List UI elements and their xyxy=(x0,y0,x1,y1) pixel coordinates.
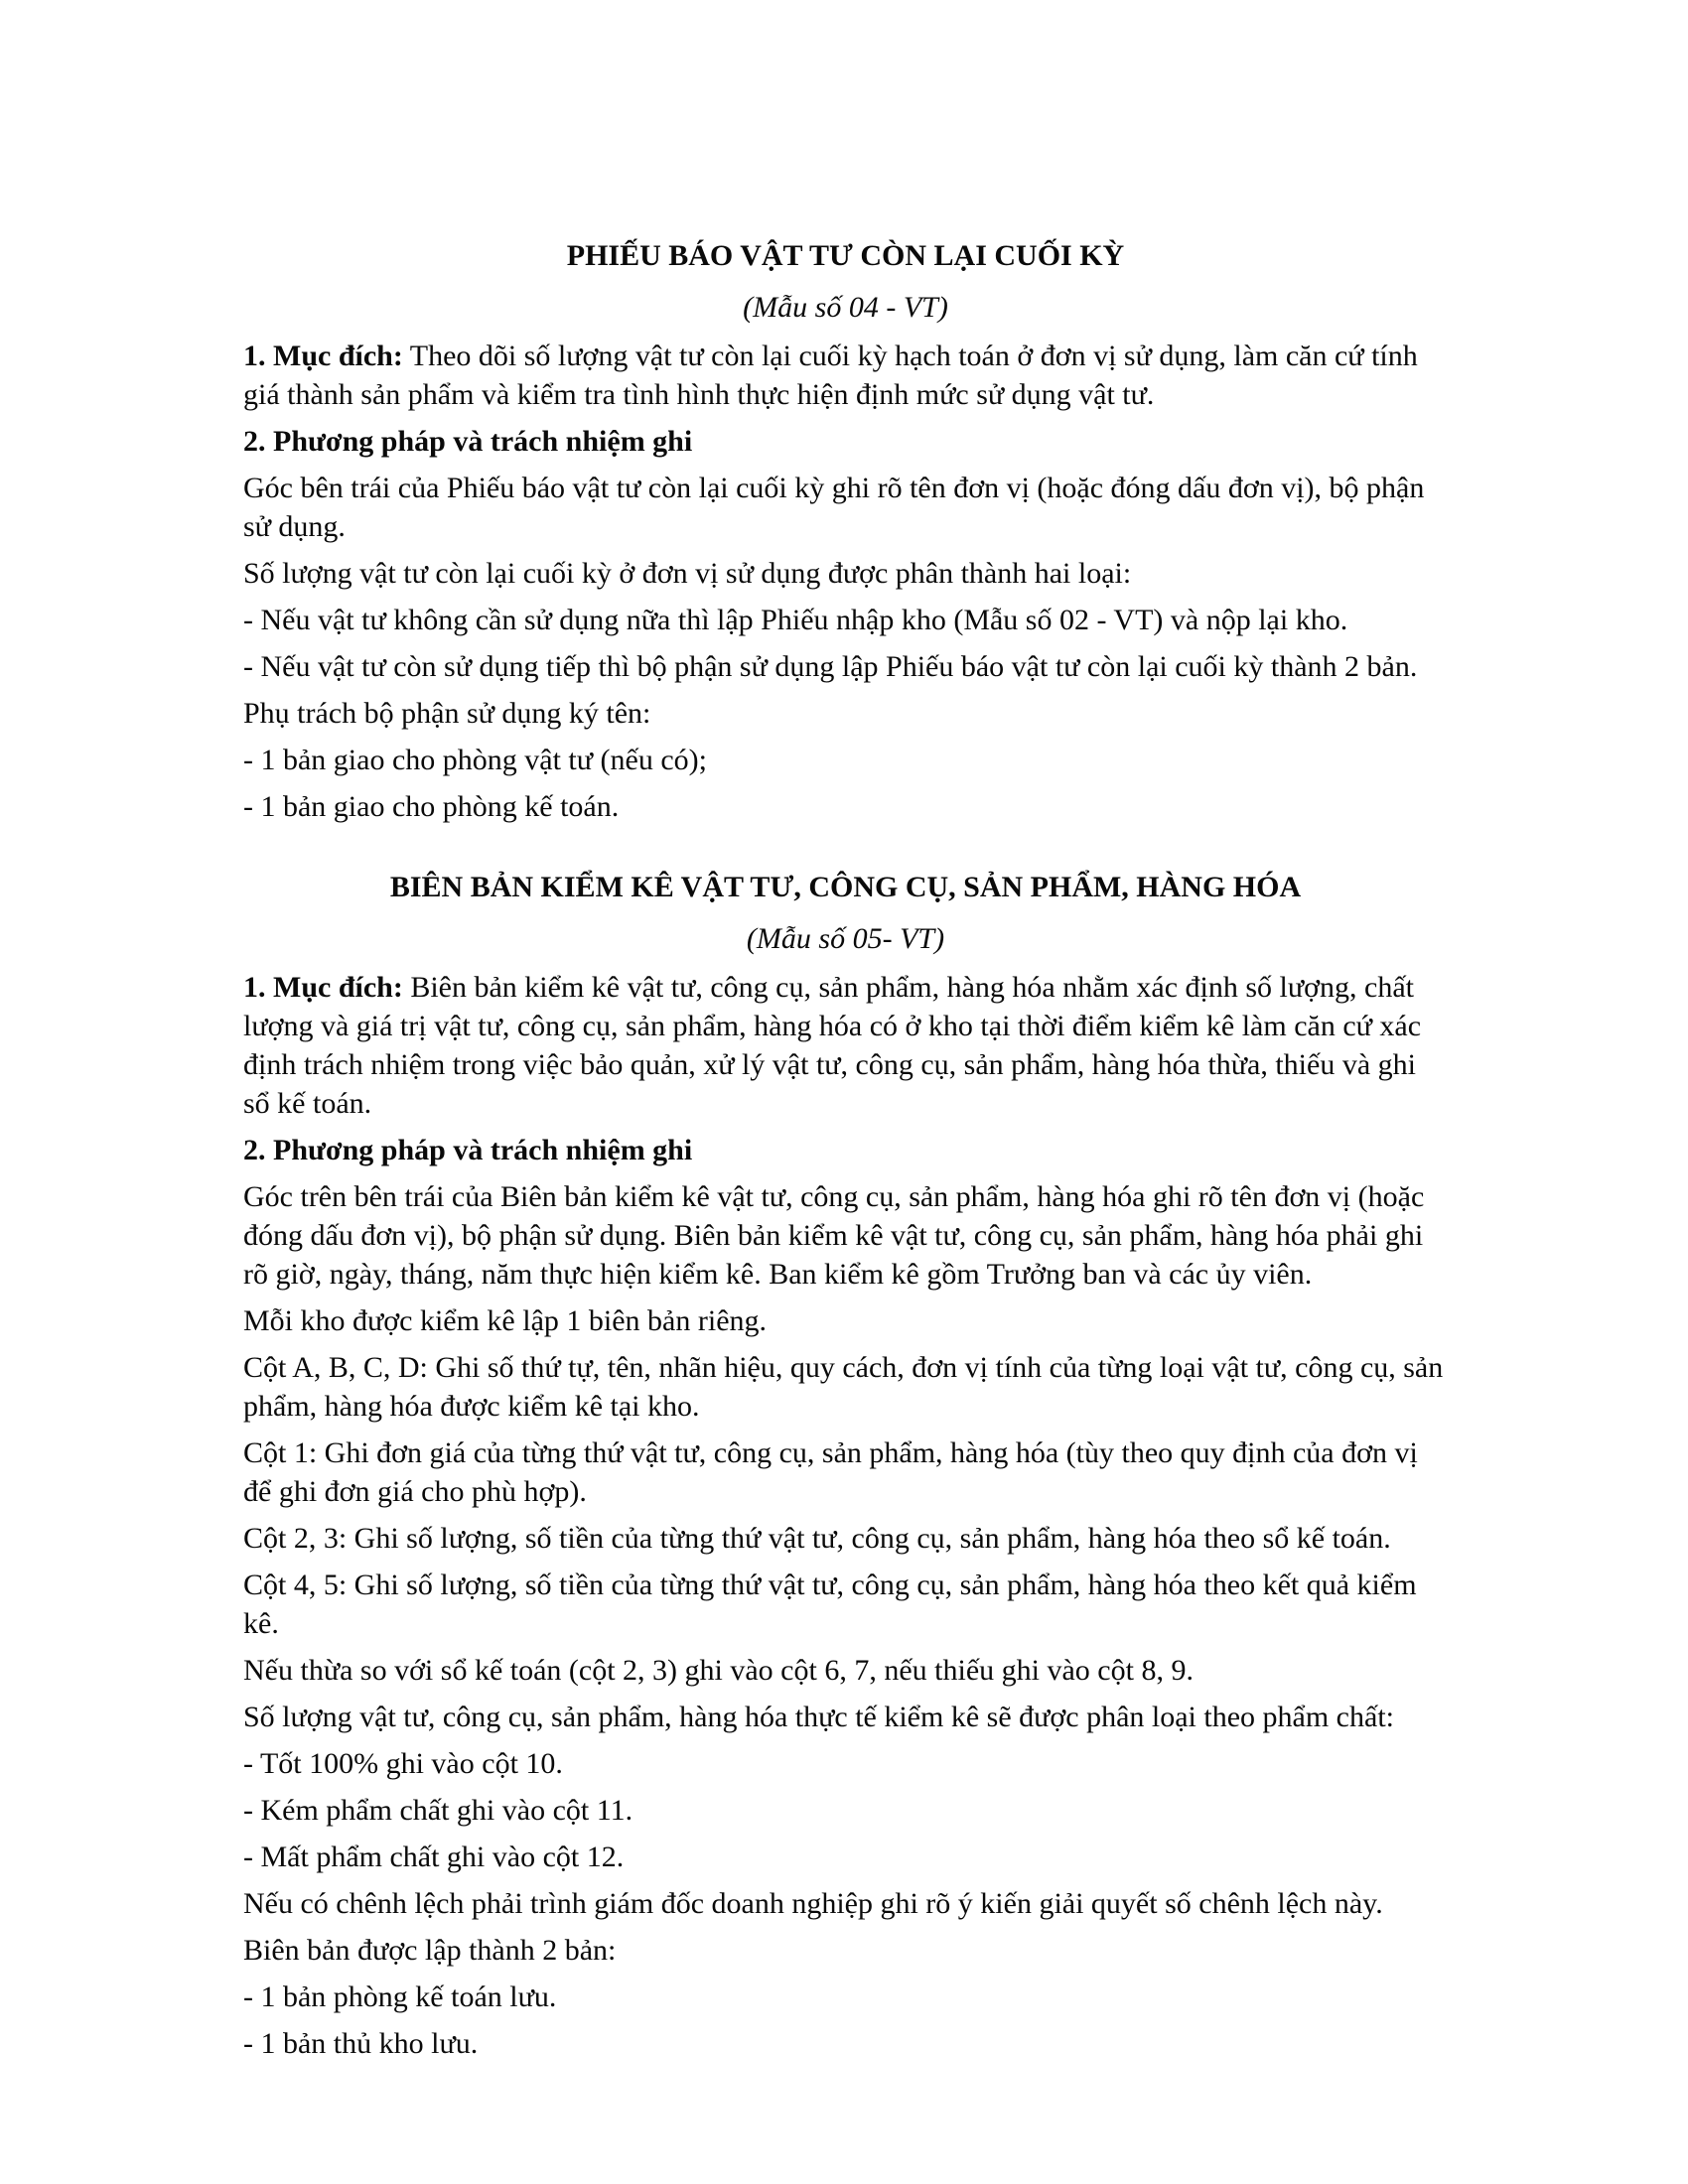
paragraph-text: Theo dõi số lượng vật tư còn lại cuối kỳ hạch toán ở đơn vị sử dụng, làm căn cứ tính giá thành sản phẩm và kiểm tra tình hình thực hiện định mức sử dụng vật tư. xyxy=(243,340,1418,411)
paragraph: - Nếu vật tư không cần sử dụng nữa thì lập Phiếu nhập kho (Mẫu số 02 - VT) và nộp lại kho. xyxy=(243,604,1348,636)
section-heading: 2. Phương pháp và trách nhiệm ghi xyxy=(243,425,693,458)
section-inventory-check-record xyxy=(243,868,1448,2063)
paragraph: Số lượng vật tư còn lại cuối kỳ ở đơn vị sử dụng được phân thành hai loại: xyxy=(243,557,1132,590)
paragraph: Biên bản được lập thành 2 bản: xyxy=(243,1934,617,1967)
section-title: BIÊN BẢN KIỂM KÊ VẬT TƯ, CÔNG CỤ, SẢN PHẨM, HÀNG HÓA xyxy=(389,871,1302,903)
paragraph: Mỗi kho được kiểm kê lập 1 biên bản riêng. xyxy=(243,1304,768,1337)
paragraph: - Nếu vật tư còn sử dụng tiếp thì bộ phận sử dụng lập Phiếu báo vật tư còn lại cuối kỳ thành 2 bản. xyxy=(243,650,1418,683)
paragraph: - 1 bản giao cho phòng kế toán. xyxy=(243,790,620,823)
section-subtitle: (Mẫu số 05- VT) xyxy=(746,922,945,955)
paragraph: - Tốt 100% ghi vào cột 10. xyxy=(243,1747,563,1780)
section-subtitle: (Mẫu số 04 - VT) xyxy=(743,291,948,324)
paragraph: Số lượng vật tư, công cụ, sản phẩm, hàng hóa thực tế kiểm kê sẽ được phân loại theo phẩm chất: xyxy=(243,1701,1394,1733)
paragraph-text: Biên bản kiểm kê vật tư, công cụ, sản phẩm, hàng hóa nhằm xác định số lượng, chất lượng và giá trị vật tư, công cụ, sản phẩm, hàng hóa có ở kho tại thời điểm kiểm kê làm căn cứ xác định trách nhiệm trong việc bảo quản, xử lý vật tư, công cụ, sản phẩm, hàng hóa thừa, thiếu và ghi sổ kế toán. xyxy=(243,971,1422,1120)
section-title: PHIẾU BÁO VẬT TƯ CÒN LẠI CUỐI KỲ xyxy=(566,239,1125,272)
paragraph: - Kém phẩm chất ghi vào cột 11. xyxy=(243,1794,633,1827)
section-heading: 2. Phương pháp và trách nhiệm ghi xyxy=(243,1134,693,1166)
paragraph: Nếu thừa so với sổ kế toán (cột 2, 3) ghi vào cột 6, 7, nếu thiếu ghi vào cột 8, 9. xyxy=(243,1654,1194,1687)
paragraph: Phụ trách bộ phận sử dụng ký tên: xyxy=(243,697,651,730)
paragraph-lead-label: 1. Mục đích: xyxy=(243,340,403,372)
paragraph: - 1 bản phòng kế toán lưu. xyxy=(243,1980,557,2013)
paragraph: - Mất phẩm chất ghi vào cột 12. xyxy=(243,1841,625,1873)
paragraph: - 1 bản giao cho phòng vật tư (nếu có); xyxy=(243,744,707,776)
paragraph: Cột A, B, C, D: Ghi số thứ tự, tên, nhãn hiệu, quy cách, đơn vị tính của từng loại vật tư, công cụ, sản phẩm, hàng hóa được kiểm kê tại kho. xyxy=(243,1351,1444,1423)
paragraph: Nếu có chênh lệch phải trình giám đốc doanh nghiệp ghi rõ ý kiến giải quyết số chênh lệch này. xyxy=(243,1887,1383,1920)
paragraph: Góc bên trái của Phiếu báo vật tư còn lại cuối kỳ ghi rõ tên đơn vị (hoặc đóng dấu đơn vị), bộ phận sử dụng. xyxy=(243,472,1425,543)
paragraph: Cột 2, 3: Ghi số lượng, số tiền của từng thứ vật tư, công cụ, sản phẩm, hàng hóa theo sổ kế toán. xyxy=(243,1522,1391,1555)
section-materials-remaining-report xyxy=(243,236,1448,826)
paragraph xyxy=(243,968,1448,1123)
paragraph xyxy=(243,337,1448,414)
paragraph-lead-label: 1. Mục đích: xyxy=(243,971,403,1004)
paragraph: Cột 4, 5: Ghi số lượng, số tiền của từng thứ vật tư, công cụ, sản phẩm, hàng hóa theo kết quả kiểm kê. xyxy=(243,1569,1417,1640)
paragraph: Cột 1: Ghi đơn giá của từng thứ vật tư, công cụ, sản phẩm, hàng hóa (tùy theo quy định của đơn vị để ghi đơn giá cho phù hợp). xyxy=(243,1436,1418,1508)
paragraph: - 1 bản thủ kho lưu. xyxy=(243,2027,479,2060)
paragraph: Góc trên bên trái của Biên bản kiểm kê vật tư, công cụ, sản phẩm, hàng hóa ghi rõ tên đơn vị (hoặc đóng dấu đơn vị), bộ phận sử dụng. Biên bản kiểm kê vật tư, công cụ, sản phẩm, hàng hóa phải ghi rõ giờ, ngày, tháng, năm thực hiện kiểm kê. Ban kiểm kê gồm Trưởng ban và các ủy viên. xyxy=(243,1180,1425,1291)
